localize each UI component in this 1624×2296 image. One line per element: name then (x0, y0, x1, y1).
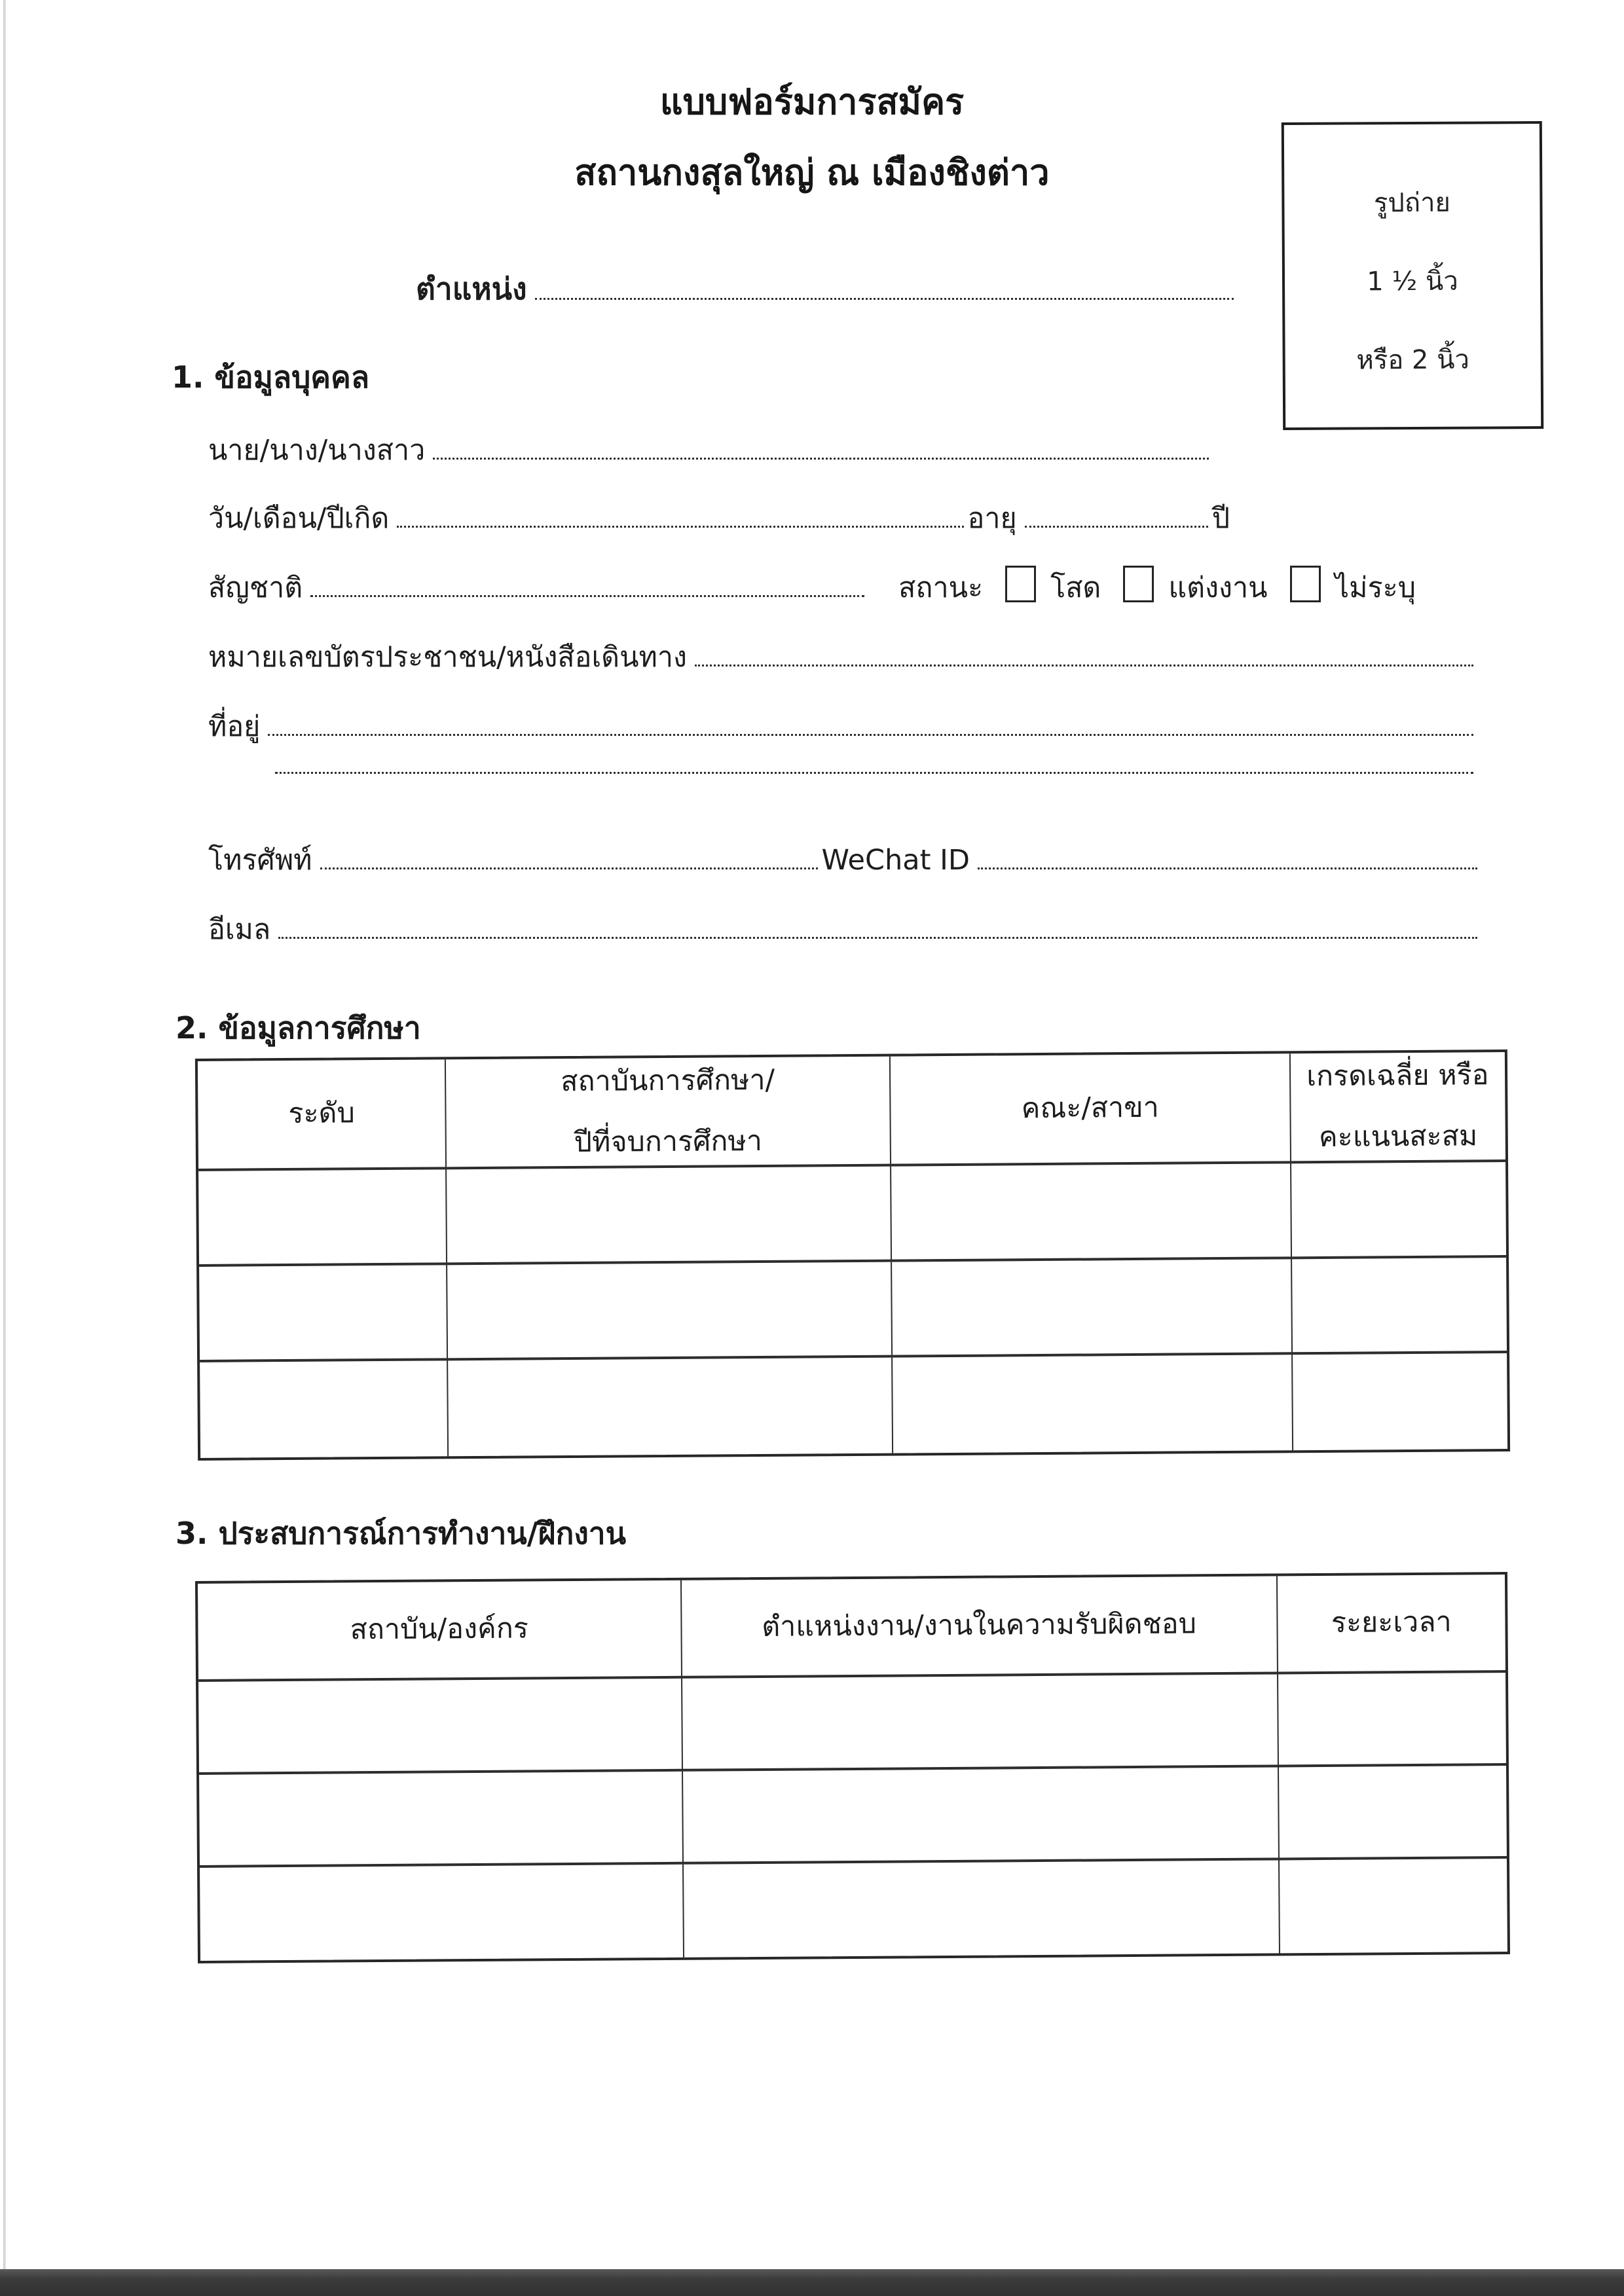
education-cell-r1-gpa[interactable] (1291, 1162, 1506, 1259)
section2-heading: 2. ข้อมูลการศึกษา (175, 1010, 421, 1046)
experience-cell-r1-position[interactable] (682, 1674, 1279, 1771)
id-passport-label: หมายเลขบัตรประชาชน/หนังสือเดินทาง (208, 640, 687, 674)
status-option-single-label: โสด (1050, 571, 1101, 604)
position-label: ตำแหน่ง (416, 271, 527, 307)
education-header-level (198, 1059, 447, 1171)
experience-cell-r3-duration[interactable] (1280, 1859, 1507, 1953)
phone-label: โทรศัพท์ (208, 843, 312, 877)
experience-cell-r2-duration[interactable] (1279, 1766, 1507, 1860)
status-option-married-label: แต่งงาน (1168, 571, 1268, 604)
section1-heading: 1. ข้อมูลบุคคล (172, 359, 370, 395)
name-input-line[interactable] (433, 457, 1209, 460)
status-checkbox-married[interactable] (1123, 566, 1154, 602)
section3-heading: 3. ประสบการณ์การทำงาน/ฝึกงาน (175, 1516, 627, 1551)
email-field-row (208, 896, 1481, 945)
status-checkbox-unspecified[interactable] (1290, 566, 1321, 602)
nationality-status-row (208, 554, 1416, 604)
experience-cell-r3-organization[interactable] (200, 1865, 684, 1961)
experience-header-duration (1278, 1575, 1505, 1674)
education-header-faculty-text: คณะ/สาขา (1021, 1091, 1159, 1125)
year-label: ปี (1211, 501, 1230, 535)
education-header-institution-line2: ปีที่จบการศึกษา (574, 1124, 763, 1159)
email-input-line[interactable] (278, 936, 1477, 939)
id-passport-field-row (208, 623, 1477, 673)
education-header-gpa-line2: คะแนนสะสม (1318, 1120, 1478, 1154)
experience-cell-r2-position[interactable] (683, 1767, 1280, 1864)
education-cell-r2-faculty[interactable] (892, 1259, 1293, 1357)
phone-input-line[interactable] (320, 867, 818, 869)
address-field-row (208, 693, 1477, 742)
photo-box-line1: รูปถ่าย (1373, 187, 1451, 219)
name-label: นาย/นาง/นางสาว (208, 433, 426, 467)
education-cell-r3-gpa[interactable] (1293, 1353, 1507, 1450)
status-checkbox-single[interactable] (1005, 566, 1036, 602)
experience-cell-r1-organization[interactable] (198, 1679, 682, 1775)
photo-box-line3: หรือ 2 นิ้ว (1356, 344, 1470, 376)
education-cell-r1-faculty[interactable] (891, 1163, 1292, 1262)
education-cell-r2-gpa[interactable] (1292, 1258, 1507, 1355)
address-label: ที่อยู่ (208, 710, 261, 743)
form-title: แบบฟอร์มการสมัคร (659, 81, 965, 122)
age-label: อายุ (967, 501, 1017, 535)
education-cell-r3-institution[interactable] (448, 1358, 893, 1457)
education-cell-r1-level[interactable] (198, 1169, 447, 1267)
form-subtitle: สถานกงสุลใหญ่ ณ เมืองชิงต่าว (574, 152, 1050, 193)
education-cell-r1-institution[interactable] (447, 1167, 892, 1266)
wechat-input-line[interactable] (978, 867, 1477, 869)
status-label: สถานะ (898, 571, 984, 604)
scan-bottom-edge-artifact (0, 2269, 1624, 2296)
education-cell-r3-level[interactable] (200, 1360, 449, 1458)
nationality-label: สัญชาติ (208, 571, 303, 604)
education-header-gpa-line1: เกรดเฉลี่ย หรือ (1306, 1058, 1489, 1093)
status-option-married (1123, 566, 1267, 604)
id-passport-input-line[interactable] (695, 664, 1473, 666)
education-cell-r3-faculty[interactable] (893, 1355, 1293, 1453)
experience-table (195, 1572, 1510, 1963)
education-cell-r2-level[interactable] (199, 1265, 448, 1362)
education-table (195, 1049, 1510, 1461)
wechat-label: WeChat ID (821, 843, 970, 877)
address-input-line[interactable] (268, 733, 1473, 736)
dob-label: วัน/เดือน/ปีเกิด (208, 501, 390, 535)
experience-header-position (682, 1576, 1278, 1678)
phone-wechat-row (208, 826, 1481, 876)
experience-cell-r2-organization[interactable] (199, 1772, 683, 1868)
experience-header-position-text: ตำแหน่งงาน/งานในความรับผิดชอบ (762, 1607, 1197, 1644)
education-header-faculty (891, 1053, 1291, 1166)
experience-header-organization-text: สถาบัน/องค์กร (350, 1612, 529, 1647)
education-header-institution (446, 1057, 891, 1170)
scan-left-edge-artifact (3, 0, 6, 2296)
status-option-unspecified-label: ไม่ระบุ (1335, 571, 1416, 604)
experience-header-duration-text: ระยะเวลา (1331, 1605, 1452, 1640)
experience-header-organization (198, 1580, 682, 1682)
address-input-line-2[interactable] (275, 771, 1473, 774)
education-cell-r2-institution[interactable] (447, 1262, 893, 1361)
experience-cell-r3-position[interactable] (684, 1860, 1280, 1957)
position-field-row (416, 261, 1238, 306)
position-input-line[interactable] (535, 297, 1234, 300)
dob-field-row (208, 488, 1230, 534)
photo-box (1282, 121, 1543, 430)
age-input-line[interactable] (1025, 525, 1208, 528)
education-header-gpa (1290, 1052, 1505, 1163)
education-header-institution-line1: สถาบันการศึกษา/ (561, 1063, 775, 1098)
name-field-row (208, 420, 1213, 466)
email-label: อีเมล (208, 913, 271, 946)
photo-box-line2: 1 ½ นิ้ว (1367, 266, 1458, 297)
nationality-input-line[interactable] (310, 594, 864, 597)
status-option-single (1005, 566, 1101, 604)
status-option-unspecified (1290, 566, 1416, 604)
experience-cell-r1-duration[interactable] (1278, 1673, 1506, 1767)
address-continuation-row (275, 746, 1477, 780)
education-header-level-text: ระดับ (288, 1097, 355, 1131)
dob-input-line[interactable] (397, 525, 963, 528)
